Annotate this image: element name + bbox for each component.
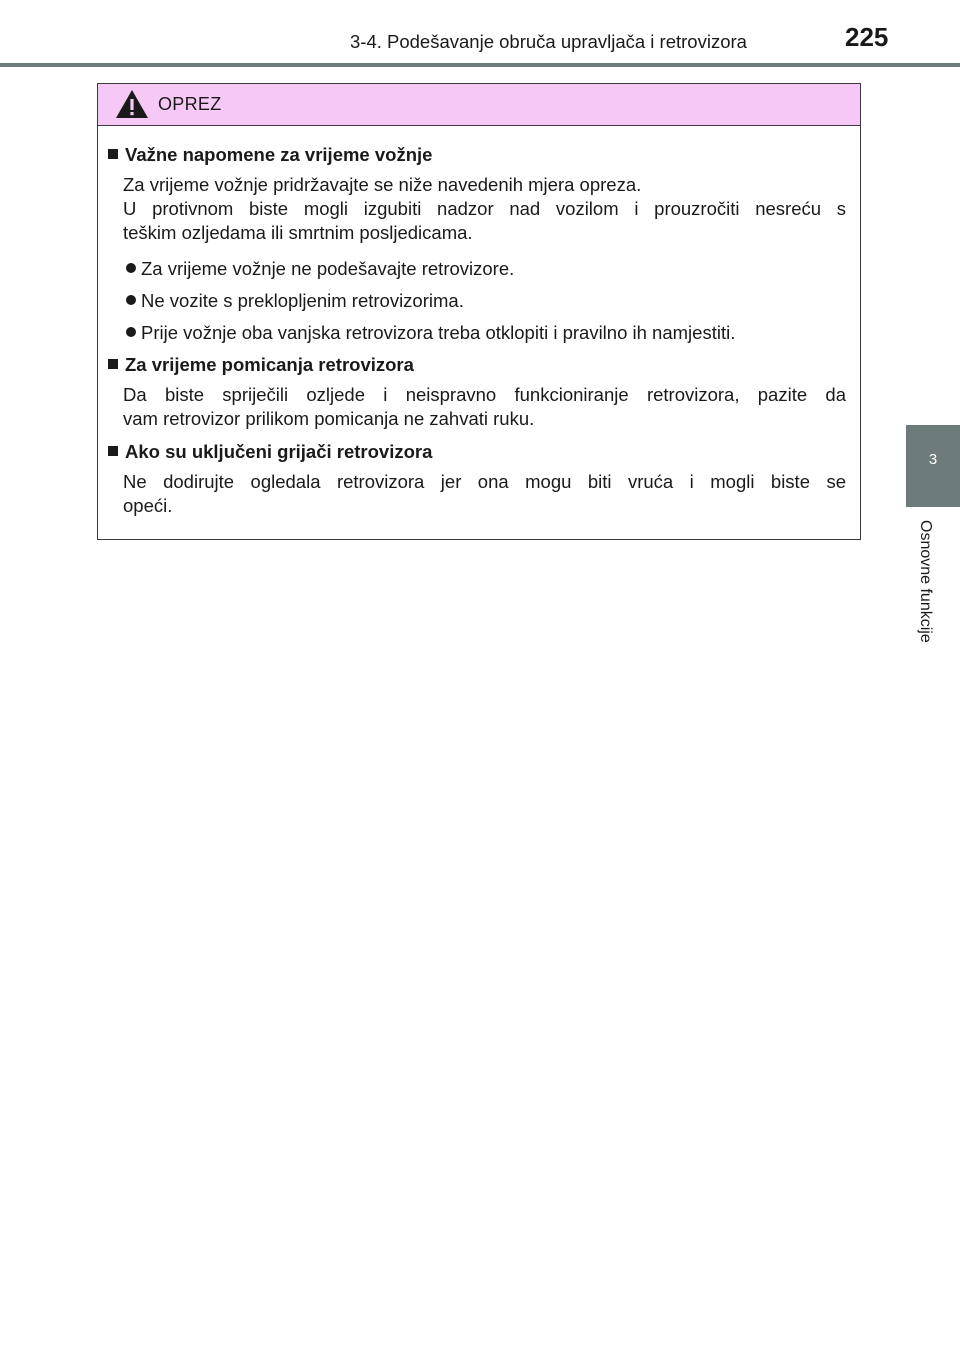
paragraph-line: Ne dodirujte ogledala retrovizora jer ona mogu biti vruća i mogli biste se	[123, 471, 846, 492]
section-heading	[108, 441, 432, 463]
caution-header	[98, 84, 860, 126]
list-item-text: Ne vozite s preklopljenim retrovizorima.	[141, 290, 464, 311]
square-bullet-icon	[108, 446, 118, 456]
paragraph-line: opeći.	[123, 495, 173, 516]
paragraph-line: teškim ozljedama ili smrtnim posljedicama.	[123, 222, 473, 243]
paragraph	[123, 173, 846, 245]
list-item	[126, 322, 735, 344]
chapter-tab	[906, 425, 960, 507]
section-heading-text: Važne napomene za vrijeme vožnje	[125, 144, 433, 165]
square-bullet-icon	[108, 149, 118, 159]
square-bullet-icon	[108, 359, 118, 369]
section-heading	[108, 144, 432, 166]
chapter-label: Osnovne funkcije	[917, 520, 934, 643]
page-number: 225	[845, 22, 889, 52]
caution-box	[97, 83, 861, 540]
paragraph-line: U protivnom biste mogli izgubiti nadzor nad vozilom i prouzročiti nesreću s	[123, 198, 846, 219]
chapter-number: 3	[928, 451, 938, 468]
dot-bullet-icon	[126, 295, 136, 305]
section-heading	[108, 354, 414, 376]
list-item-text: Prije vožnje oba vanjska retrovizora treba otklopiti i pravilno ih namjestiti.	[141, 322, 736, 343]
paragraph-line: vam retrovizor prilikom pomicanja ne zahvati ruku.	[123, 408, 535, 429]
paragraph-line: Da biste spriječili ozljede i neispravno funkcioniranje retrovizora, pazite da	[123, 384, 846, 405]
section-heading-text: Za vrijeme pomicanja retrovizora	[125, 354, 414, 375]
dot-bullet-icon	[126, 327, 136, 337]
list-item-text: Za vrijeme vožnje ne podešavajte retrovizore.	[141, 258, 515, 279]
paragraph-line: Za vrijeme vožnje pridržavajte se niže navedenih mjera opreza.	[123, 174, 642, 195]
section-title: 3-4. Podešavanje obruča upravljača i retrovizora	[350, 31, 747, 52]
caution-label: OPREZ	[158, 94, 222, 114]
header-rule	[0, 63, 960, 67]
warning-triangle-icon	[115, 89, 149, 119]
list-item	[126, 258, 514, 280]
section-heading-text: Ako su uključeni grijači retrovizora	[125, 441, 433, 462]
paragraph	[123, 470, 846, 518]
paragraph	[123, 383, 846, 431]
list-item	[126, 290, 464, 312]
dot-bullet-icon	[126, 263, 136, 273]
